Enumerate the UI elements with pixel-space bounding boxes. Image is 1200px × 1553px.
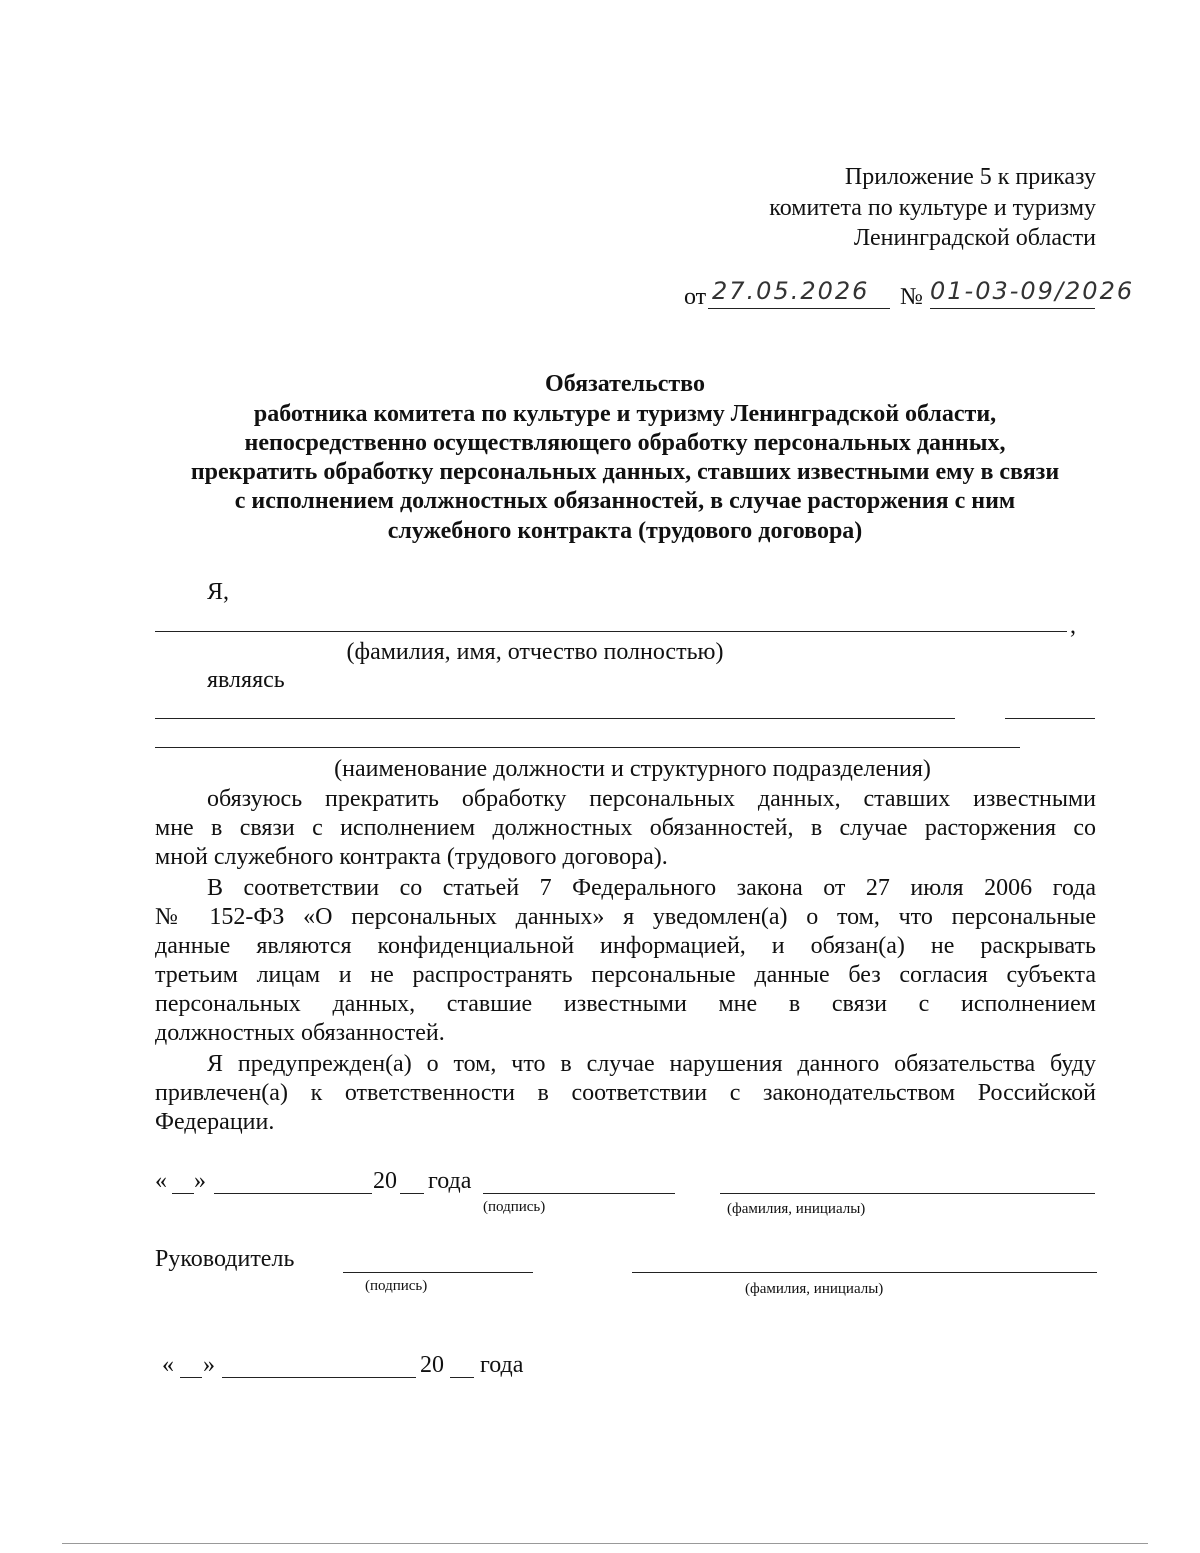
title-line-3: непосредственно осуществляющего обработку персональных данных, bbox=[244, 430, 1006, 456]
employee-signature-line[interactable] bbox=[483, 1193, 675, 1194]
ya-label: Я, bbox=[207, 579, 230, 605]
fio-caption: (фамилия, имя, отчество полностью) bbox=[346, 639, 724, 665]
footer-divider bbox=[62, 1543, 1148, 1544]
p2-line-4: третьим лицам и не распространять персональные данные без согласия субъекта bbox=[155, 962, 1096, 988]
head-name-caption: (фамилия, инициалы) bbox=[745, 1281, 884, 1297]
title-line-6: служебного контракта (трудового договора) bbox=[387, 518, 863, 544]
year-word: года bbox=[428, 1168, 472, 1194]
p1-line-3: мной служебного контракта (трудового договора). bbox=[155, 844, 668, 870]
title-line-4: прекратить обработку персональных данных, ставших известными ему в связи bbox=[190, 459, 1060, 485]
number-prefix: № bbox=[900, 284, 923, 310]
bottom-quote-open: « bbox=[162, 1352, 174, 1378]
year-prefix: 20 bbox=[373, 1168, 397, 1194]
p2-line-1: В соответствии со статьей 7 Федерального закона от 27 июля 2006 года bbox=[207, 875, 1096, 901]
p3-line-3: Федерации. bbox=[155, 1109, 275, 1135]
head-signature-caption: (подпись) bbox=[365, 1278, 428, 1294]
p1-line-1: обязуюсь прекратить обработку персональных данных, ставших известными bbox=[207, 786, 1096, 812]
bottom-year-prefix: 20 bbox=[420, 1352, 444, 1378]
appendix-line-2: комитета по культуре и туризму bbox=[769, 195, 1096, 221]
position-line-1-tail[interactable] bbox=[1005, 718, 1095, 719]
date-underline bbox=[708, 308, 890, 309]
position-line-2[interactable] bbox=[155, 747, 1020, 748]
employee-name-caption: (фамилия, инициалы) bbox=[727, 1201, 866, 1217]
month-line[interactable] bbox=[214, 1193, 372, 1194]
head-label: Руководитель bbox=[155, 1246, 295, 1272]
fio-line[interactable] bbox=[155, 631, 1067, 632]
p2-line-2: № 152-ФЗ «О персональных данных» я уведомлен(а) о том, что персональные bbox=[155, 904, 1096, 930]
p3-line-2: привлечен(а) к ответственности в соответствии с законодательством Российской bbox=[155, 1080, 1096, 1106]
p1-line-2: мне в связи с исполнением должностных обязанностей, в случае расторжения со bbox=[155, 815, 1096, 841]
appendix-line-1: Приложение 5 к приказу bbox=[844, 164, 1096, 190]
bottom-day-line[interactable] bbox=[180, 1377, 202, 1378]
day-line[interactable] bbox=[172, 1193, 194, 1194]
p2-line-3: данные являются конфиденциальной информацией, и обязан(а) не раскрывать bbox=[155, 933, 1096, 959]
fio-comma: , bbox=[1070, 613, 1076, 639]
title-line-5: с исполнением должностных обязанностей, в случае расторжения с ним bbox=[234, 488, 1016, 514]
order-number: 01-03-09/2026 bbox=[930, 277, 1135, 305]
title-line-1: Обязательство bbox=[545, 371, 705, 397]
position-caption: (наименование должности и структурного подразделения) bbox=[334, 756, 931, 782]
title-line-2: работника комитета по культуре и туризму Ленинградской области, bbox=[253, 401, 997, 427]
head-signature-line[interactable] bbox=[343, 1272, 533, 1273]
employee-signature-caption: (подпись) bbox=[483, 1199, 546, 1215]
date-quote-open: « bbox=[155, 1168, 167, 1194]
yavlyayas-label: являясь bbox=[207, 667, 285, 693]
bottom-month-line[interactable] bbox=[222, 1377, 416, 1378]
p3-line-1: Я предупрежден(а) о том, что в случае нарушения данного обязательства буду bbox=[207, 1051, 1096, 1077]
date-prefix: от bbox=[684, 284, 707, 310]
order-date: 27.05.2026 bbox=[712, 277, 870, 305]
year-line[interactable] bbox=[400, 1193, 424, 1194]
p2-line-6: должностных обязанностей. bbox=[155, 1020, 445, 1046]
bottom-quote-close: » bbox=[203, 1352, 215, 1378]
bottom-year-word: года bbox=[480, 1352, 524, 1378]
date-quote-close: » bbox=[194, 1168, 206, 1194]
bottom-year-line[interactable] bbox=[450, 1377, 474, 1378]
head-name-line[interactable] bbox=[632, 1272, 1097, 1273]
number-underline bbox=[930, 308, 1095, 309]
position-line-1[interactable] bbox=[155, 718, 955, 719]
appendix-line-3: Ленинградской области bbox=[853, 225, 1096, 251]
p2-line-5: персональных данных, ставшие известными мне в связи с исполнением bbox=[155, 991, 1096, 1017]
employee-name-line[interactable] bbox=[720, 1193, 1095, 1194]
